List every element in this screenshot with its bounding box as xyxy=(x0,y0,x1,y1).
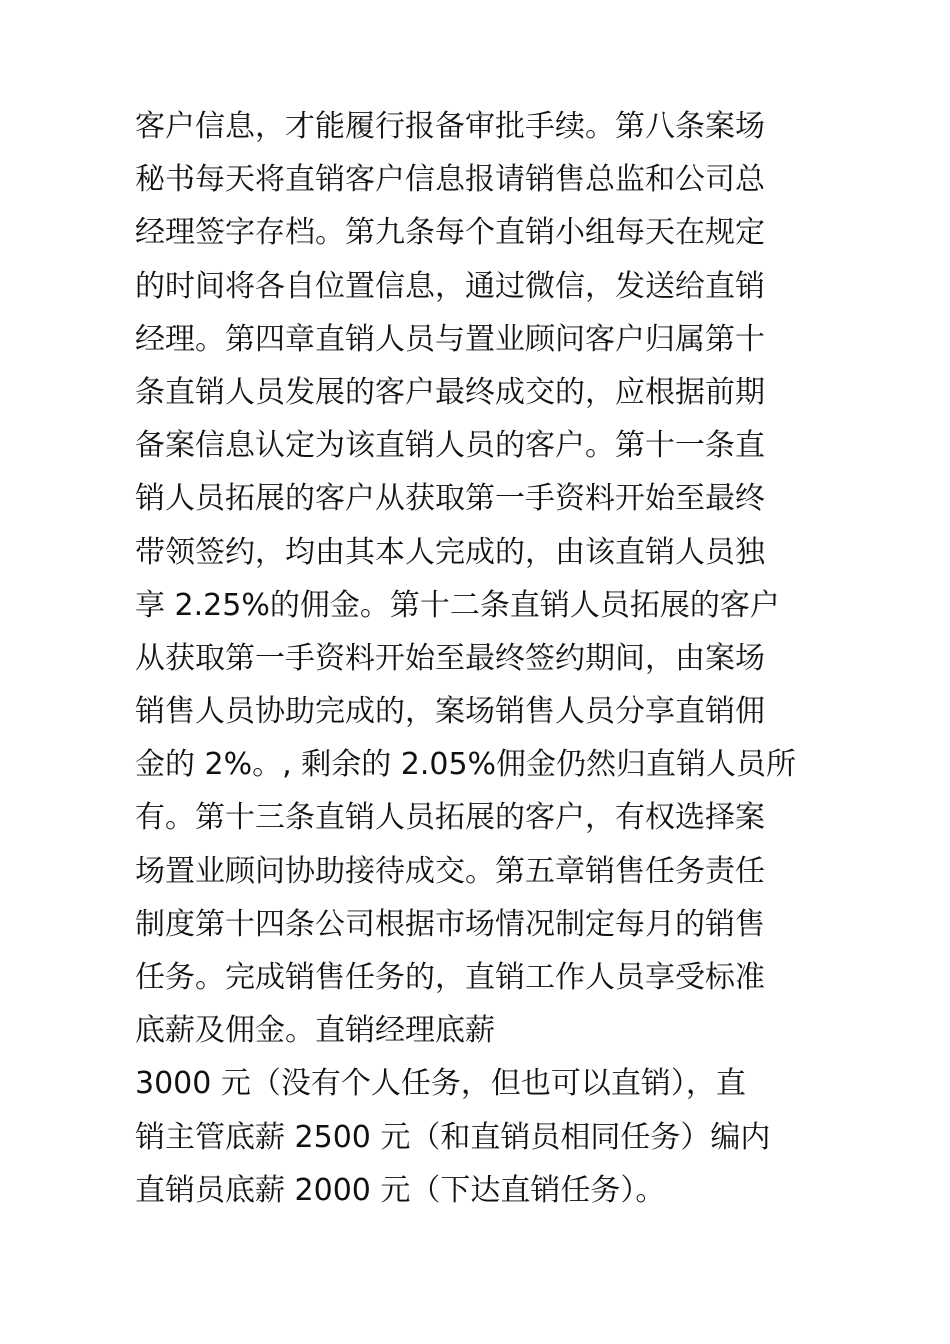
text-line: 销主管底薪 2500 元（和直销员相同任务）编内 xyxy=(135,1119,771,1155)
text-line: 销人员拓展的客户从获取第一手资料开始至最终 xyxy=(135,481,765,517)
text-line: 底薪及佣金。直销经理底薪 xyxy=(135,1013,495,1049)
text-line: 客户信息，才能履行报备审批手续。第八条案场 xyxy=(135,109,765,144)
text-line: 销售人员协助完成的，案场销售人员分享直销佣 xyxy=(135,694,765,730)
body-text xyxy=(135,100,835,1217)
text-line: 3000 元（没有个人任务，但也可以直销），直 xyxy=(135,1066,746,1102)
text-line: 金的 2%。, 剩余的 2.05%佣金仍然归直销人员所 xyxy=(135,747,797,783)
text-line: 经理。第四章直销人员与置业顾问客户归属第十 xyxy=(135,321,765,357)
text-line: 从获取第一手资料开始至最终签约期间，由案场 xyxy=(135,640,765,676)
text-line: 任务。完成销售任务的，直销工作人员享受标准 xyxy=(135,960,765,995)
text-line: 经理签字存档。第九条每个直销小组每天在规定 xyxy=(135,215,765,251)
text-line: 条直销人员发展的客户最终成交的，应根据前期 xyxy=(135,374,765,410)
text-line: 有。第十三条直销人员拓展的客户，有权选择案 xyxy=(135,800,765,836)
text-line: 享 2.25%的佣金。第十二条直销人员拓展的客户 xyxy=(135,587,780,623)
text-line: 场置业顾问协助接待成交。第五章销售任务责任 xyxy=(135,853,765,889)
text-line: 直销员底薪 2000 元（下达直销任务）。 xyxy=(135,1172,666,1208)
text-line: 的时间将各自位置信息，通过微信，发送给直销 xyxy=(135,268,765,304)
text-line: 秘书每天将直销客户信息报请销售总监和公司总 xyxy=(135,162,765,198)
text-line: 制度第十四条公司根据市场情况制定每月的销售 xyxy=(135,906,765,942)
text-line: 带领签约，均由其本人完成的，由该直销人员独 xyxy=(135,534,765,570)
text-line: 备案信息认定为该直销人员的客户。第十一条直 xyxy=(135,428,765,464)
